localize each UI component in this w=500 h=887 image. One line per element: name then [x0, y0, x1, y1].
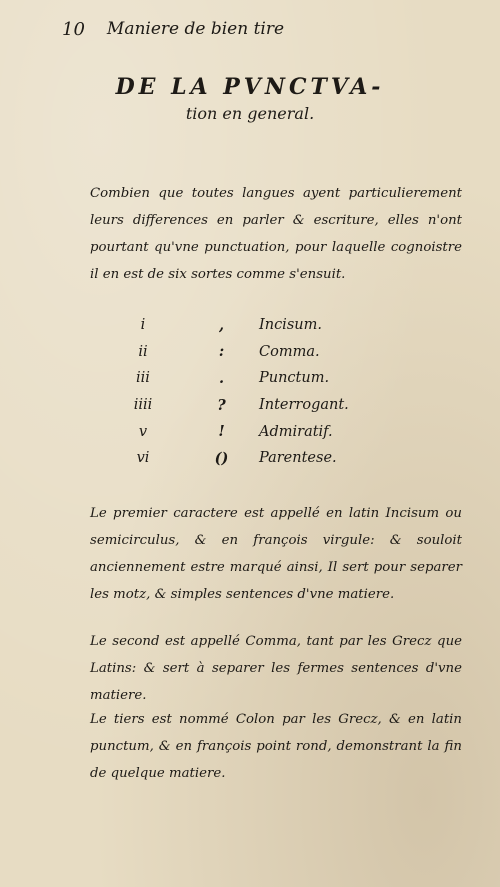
punctuation-marks-table	[102, 312, 402, 472]
mark-number: iiii	[133, 397, 153, 414]
running-title: Maniere de bien tire	[106, 19, 285, 39]
mark-name: Punctum.	[259, 370, 330, 387]
mark-number: ii	[138, 343, 148, 360]
table-row	[102, 392, 402, 419]
mark-name: Parentese.	[259, 450, 337, 467]
mark-number: i	[140, 317, 146, 334]
page-number: 10	[62, 18, 85, 40]
page-header	[62, 14, 392, 44]
mark-name: Admiratif.	[259, 423, 333, 440]
table-row	[102, 339, 402, 366]
paragraph-incisum: Le premier caractere est appellé en latin Incisum ou semicirculus, & en françois virgule: & souloit anciennement estre marqué ainsi, Il sert pour separer les motz, & simples sentences d'vne matiere.	[90, 506, 462, 602]
mark-number: v	[138, 423, 148, 440]
table-row	[102, 445, 402, 472]
table-row	[102, 312, 402, 339]
mark-symbol: :	[218, 343, 225, 361]
table-row	[102, 418, 402, 445]
paragraph-comma: Le second est appellé Comma, tant par les Grecz que Latins: & sert à separer les fermes sentences d'vne matiere.	[90, 634, 462, 703]
mark-symbol: .	[218, 369, 225, 387]
title-line-2: tion en general.	[185, 104, 315, 123]
mark-symbol: ,	[218, 316, 225, 334]
mark-symbol: ()	[214, 449, 229, 467]
mark-name: Comma.	[259, 343, 320, 360]
mark-number: vi	[136, 450, 150, 467]
mark-symbol: ?	[217, 396, 226, 414]
table-row	[102, 365, 402, 392]
mark-name: Incisum.	[259, 317, 322, 334]
intro-paragraph: Combien que toutes langues ayent particulierement leurs differences en parler & escriture, elles n'ont pourtant qu'vne punctuation, pour laquelle cognoistre il en est de six sortes comme s'ensuit.	[90, 186, 462, 282]
mark-number: iii	[136, 370, 150, 387]
chapter-title	[60, 72, 440, 126]
mark-name: Interrogant.	[259, 397, 349, 414]
paragraph-colon: Le tiers est nommé Colon par les Grecz, & en latin punctum, & en françois point rond, demonstrant la fin de quelque matiere.	[90, 712, 462, 781]
mark-symbol: !	[218, 423, 225, 441]
title-line-1: DE LA PVNCTVA-	[115, 74, 385, 100]
